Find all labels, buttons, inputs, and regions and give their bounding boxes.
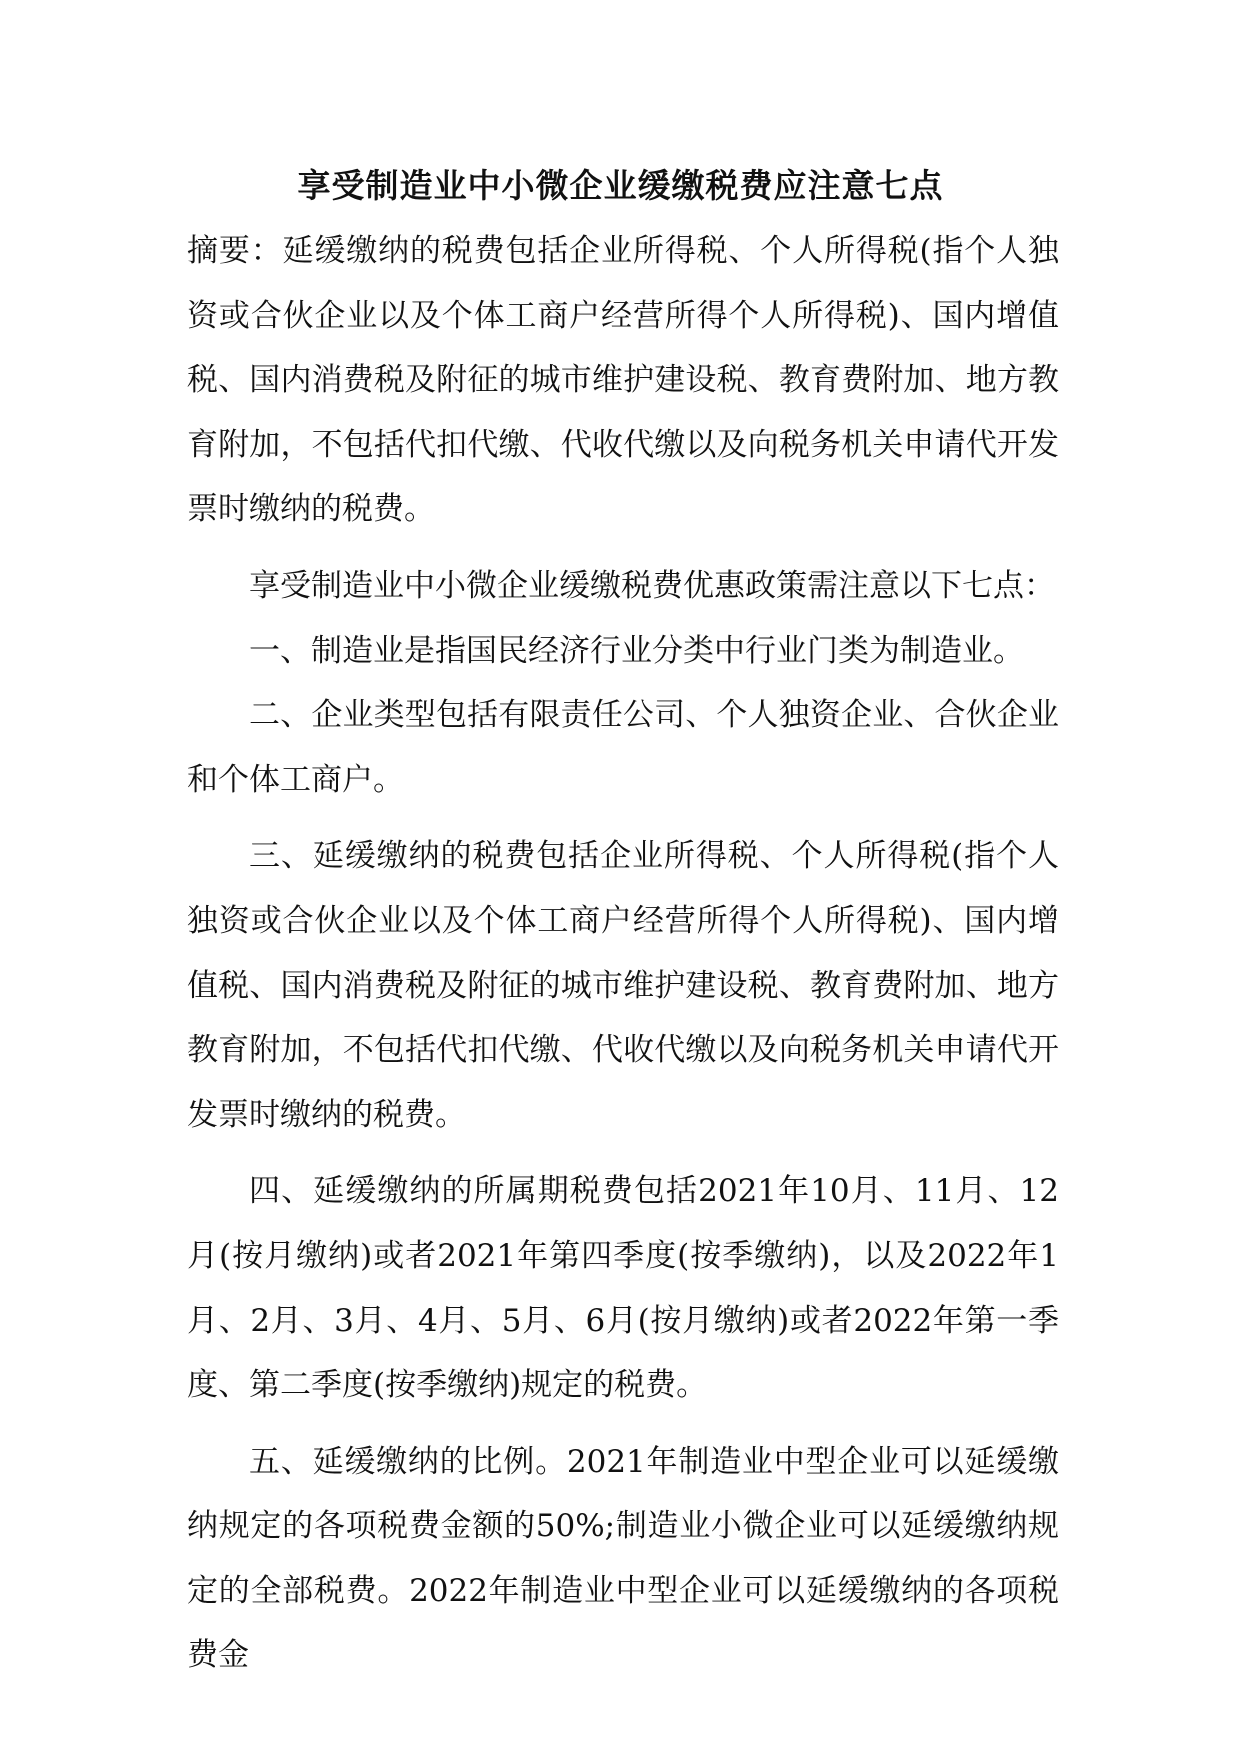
point-two-paragraph: 二、企业类型包括有限责任公司、个人独资企业、合伙企业和个体工商户。 <box>187 697 1059 798</box>
intro-paragraph: 享受制造业中小微企业缓缴税费优惠政策需注意以下七点： <box>249 567 1055 604</box>
document-title: 享受制造业中小微企业缓缴税费应注意七点 <box>297 166 944 205</box>
point-one-paragraph: 一、制造业是指国民经济行业分类中行业门类为制造业。 <box>249 632 1024 669</box>
point-four-paragraph: 四、延缓缴纳的所属期税费包括2021年10月、11月、12月(按月缴纳)或者2021年第四季度(按季缴纳)，以及2022年1月、2月、3月、4月、5月、6月(按月缴纳)或者2022年第一季度、第二季度(按季缴纳)规定的税费。 <box>187 1173 1059 1404</box>
document-body <box>187 219 1059 1688</box>
abstract-paragraph: 摘要：延缓缴纳的税费包括企业所得税、个人所得税(指个人独资或合伙企业以及个体工商户经营所得个人所得税)、国内增值税、国内消费税及附征的城市维护建设税、教育费附加、地方教育附加，不包括代扣代缴、代收代缴以及向税务机关申请代开发票时缴纳的税费。 <box>187 233 1059 528</box>
point-five-paragraph: 五、延缓缴纳的比例。2021年制造业中型企业可以延缓缴纳规定的各项税费金额的50%;制造业小微企业可以延缓缴纳规定的全部税费。2022年制造业中型企业可以延缓缴纳的各项税费金 <box>187 1443 1059 1674</box>
point-three-paragraph: 三、延缓缴纳的税费包括企业所得税、个人所得税(指个人独资或合伙企业以及个体工商户经营所得个人所得税)、国内增值税、国内消费税及附征的城市维护建设税、教育费附加、地方教育附加，不包括代扣代缴、代收代缴以及向税务机关申请代开发票时缴纳的税费。 <box>187 838 1059 1133</box>
